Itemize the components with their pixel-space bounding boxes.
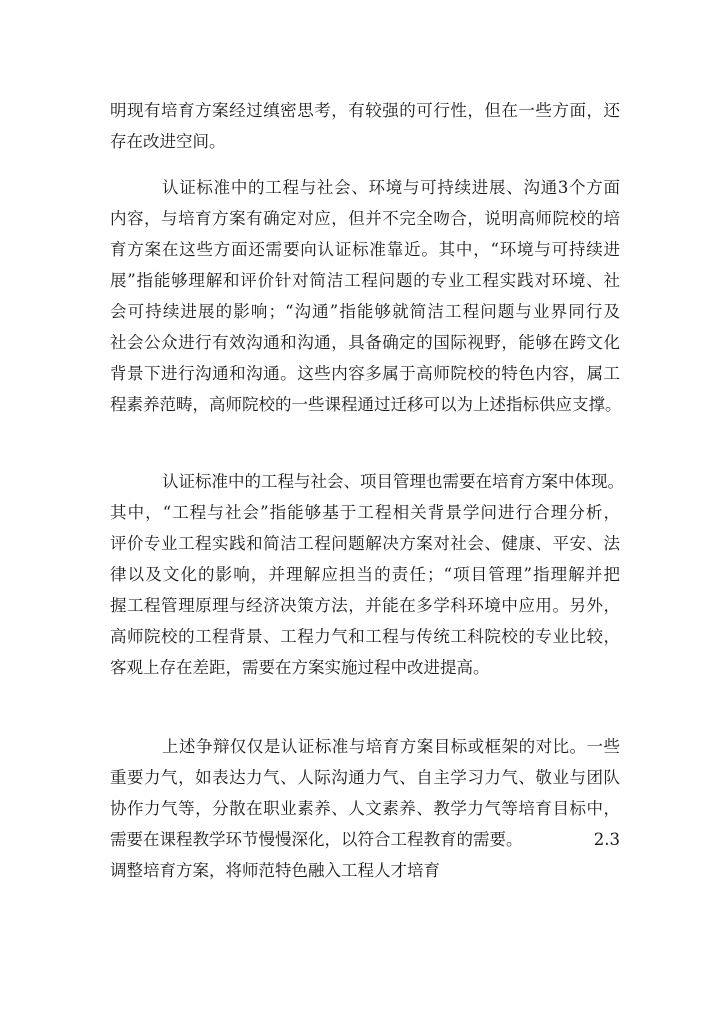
paragraph-comparison (110, 731, 620, 886)
text-line: 客观上存在差距，需要在方案实施过程中改进提高。 (110, 658, 490, 677)
paragraph-engineering-society (110, 466, 624, 683)
section-number: 2.3 (593, 830, 620, 849)
text-line: 背景下进行沟通和沟通。这些内容多属于高师院校的特色内容，属工 (110, 364, 620, 383)
text-line: 存在改进空间。 (110, 132, 226, 151)
text-line (110, 824, 620, 855)
paragraph-certification-standards (110, 172, 620, 420)
text-line: 展”指能够理解和评价针对简洁工程问题的专业工程实践对环境、社 (110, 271, 620, 290)
text-line: 重要力气，如表达力气、人际沟通力气、自主学习力气、敬业与团队 (110, 768, 620, 787)
text-line: 明现有培育方案经过缜密思考，有较强的可行性，但在一些方面，还 (110, 101, 620, 120)
text-line: 育方案在这些方面还需要向认证标准靠近。其中，“环境与可持续进 (110, 240, 620, 259)
text-line: 认证标准中的工程与社会、项目管理也需要在培育方案中体现。 (162, 472, 624, 491)
text-line: 社会公众进行有效沟通和沟通，具备确定的国际视野，能够在跨文化 (110, 333, 620, 352)
text-line: 内容，与培育方案有确定对应，但并不完全吻合，说明高师院校的培 (110, 209, 620, 228)
text-line: 协作力气等，分散在职业素养、人文素养、教学力气等培育目标中， (110, 799, 620, 818)
text-line: 评价专业工程实践和简洁工程问题解决方案对社会、健康、平安、法 (110, 534, 620, 553)
text-line: 上述争辩仅仅是认证标准与培育方案目标或框架的对比。一些 (162, 737, 620, 756)
text-line: 认证标准中的工程与社会、环境与可持续进展、沟通3个方面 (162, 178, 620, 197)
text-line: 律以及文化的影响，并理解应担当的责任；“项目管理”指理解并把 (110, 565, 620, 584)
text-line: 高师院校的工程背景、工程力气和工程与传统工科院校的专业比较， (110, 627, 620, 646)
paragraph-continuation (110, 95, 620, 157)
text-line: 会可持续进展的影响；“沟通”指能够就简洁工程问题与业界同行及 (110, 302, 620, 321)
text-line: 其中，“工程与社会”指能够基于工程相关背景学问进行合理分析， (110, 503, 620, 522)
text-line-body: 需要在课程教学环节慢慢深化，以符合工程教育的需要。 (110, 830, 523, 849)
text-line: 握工程管理原理与经济决策方法，并能在多学科环境中应用。另外， (110, 596, 620, 615)
section-heading: 调整培育方案，将师范特色融入工程人才培育 (110, 861, 440, 880)
text-line: 程素养范畴，高师院校的一些课程通过迁移可以为上述指标供应支撑。 (110, 395, 622, 414)
